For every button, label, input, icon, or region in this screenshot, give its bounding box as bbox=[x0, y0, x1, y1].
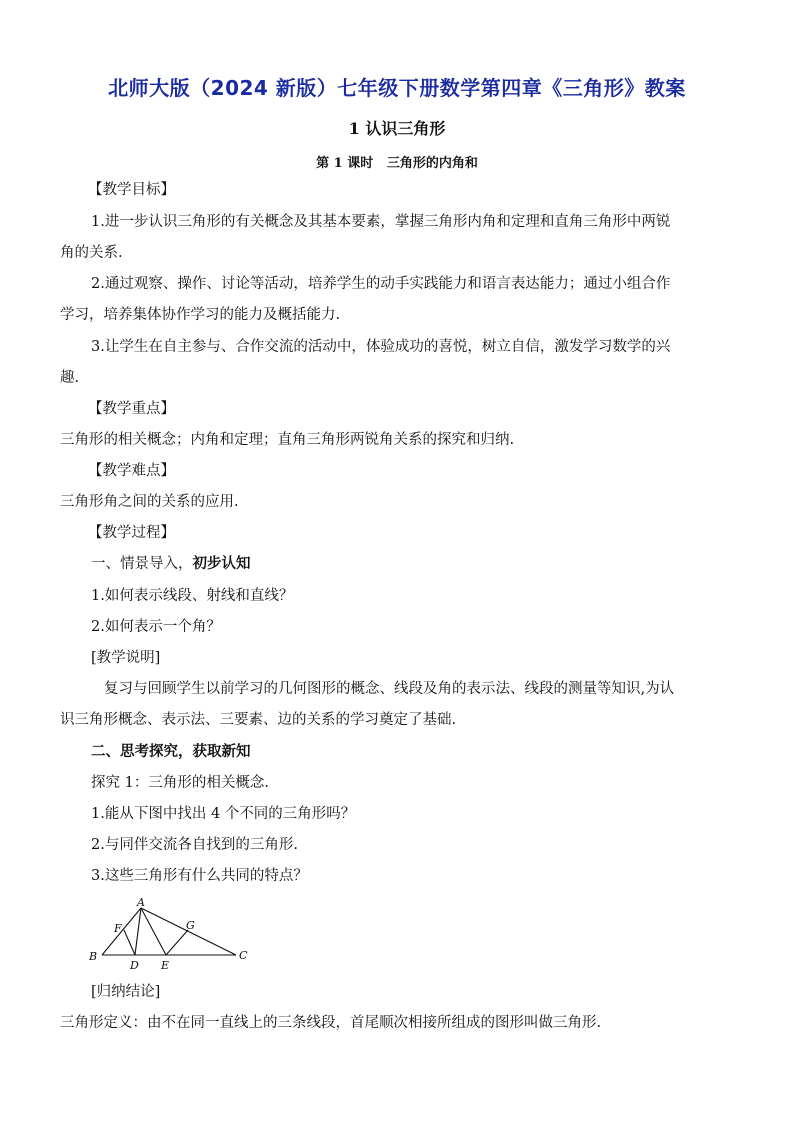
segment-ae bbox=[141, 908, 166, 955]
segment-eg bbox=[166, 930, 188, 955]
objective-1-line-1: 1.进一步认识三角形的有关概念及其基本要素，掌握三角形内角和定理和直角三角形中两锐 bbox=[91, 214, 671, 230]
conclusion-heading: [归纳结论] bbox=[91, 984, 161, 1000]
teaching-note-line-2: 识三角形概念、表示法、三要素、边的关系的学习奠定了基础. bbox=[60, 712, 457, 728]
part-1-heading bbox=[91, 555, 251, 573]
objective-2-line-1: 2.通过观察、操作、讨论等活动，培养学生的动手实践能力和语言表达能力；通过小组合作 bbox=[91, 276, 671, 292]
label-e: E bbox=[161, 959, 170, 972]
objective-1-line-2: 角的关系. bbox=[60, 245, 123, 261]
figure-lines bbox=[102, 908, 236, 955]
objective-3-line-1: 3.让学生在自主参与、合作交流的活动中，体验成功的喜悦，树立自信，激发学习数学的兴 bbox=[91, 339, 671, 355]
explore-question-2: 2.与同伴交流各自找到的三角形. bbox=[91, 837, 298, 853]
objective-3-line-2: 趣. bbox=[60, 370, 80, 386]
triangle-figure bbox=[86, 894, 266, 976]
label-f: F bbox=[114, 922, 122, 935]
key-points-text: 三角形的相关概念；内角和定理；直角三角形两锐角关系的探究和归纳. bbox=[60, 432, 515, 448]
part-2-prefix: 二、思考探究， bbox=[91, 743, 193, 760]
explore-1-title: 探究 1：三角形的相关概念. bbox=[91, 775, 269, 791]
segment-fd bbox=[124, 930, 135, 955]
teaching-note-heading: [教学说明] bbox=[91, 650, 161, 666]
lesson-title: 第 1 课时 三角形的内角和 bbox=[316, 156, 478, 171]
part-2-heading bbox=[91, 743, 251, 761]
triangle-definition: 三角形定义：由不在同一直线上的三条线段，首尾顺次相接所组成的图形叫做三角形. bbox=[60, 1015, 602, 1031]
document-title: 北师大版（2024 新版）七年级下册数学第四章《三角形》教案 bbox=[108, 76, 686, 100]
question-1: 1.如何表示线段、射线和直线？ bbox=[91, 588, 294, 604]
part-1-prefix: 一、情景导入， bbox=[91, 556, 193, 572]
part-1-suffix: 初步认知 bbox=[192, 555, 251, 572]
objective-2-line-2: 学习，培养集体协作学习的能力及概括能力. bbox=[60, 307, 341, 323]
explore-question-1: 1.能从下图中找出 4 个不同的三角形吗？ bbox=[91, 806, 356, 822]
section-title: 1 认识三角形 bbox=[348, 119, 446, 138]
part-2-suffix: 获取新知 bbox=[192, 743, 251, 760]
explore-question-3: 3.这些三角形有什么共同的特点？ bbox=[91, 868, 308, 884]
label-b: B bbox=[89, 950, 98, 963]
label-a: A bbox=[137, 896, 145, 909]
process-heading: 【教学过程】 bbox=[88, 525, 175, 541]
difficulties-text: 三角形角之间的关系的应用. bbox=[60, 494, 239, 510]
key-points-heading: 【教学重点】 bbox=[88, 401, 175, 417]
objectives-heading: 【教学目标】 bbox=[88, 182, 175, 198]
label-c: C bbox=[239, 949, 248, 962]
teaching-note-line-1: 复习与回顾学生以前学习的几何图形的概念、线段及角的表示法、线段的测量等知识,为认 bbox=[104, 681, 675, 697]
segment-ad bbox=[135, 908, 141, 955]
label-g: G bbox=[186, 919, 195, 932]
difficulties-heading: 【教学难点】 bbox=[88, 463, 175, 479]
question-2: 2.如何表示一个角？ bbox=[91, 619, 221, 635]
label-d: D bbox=[130, 959, 139, 972]
